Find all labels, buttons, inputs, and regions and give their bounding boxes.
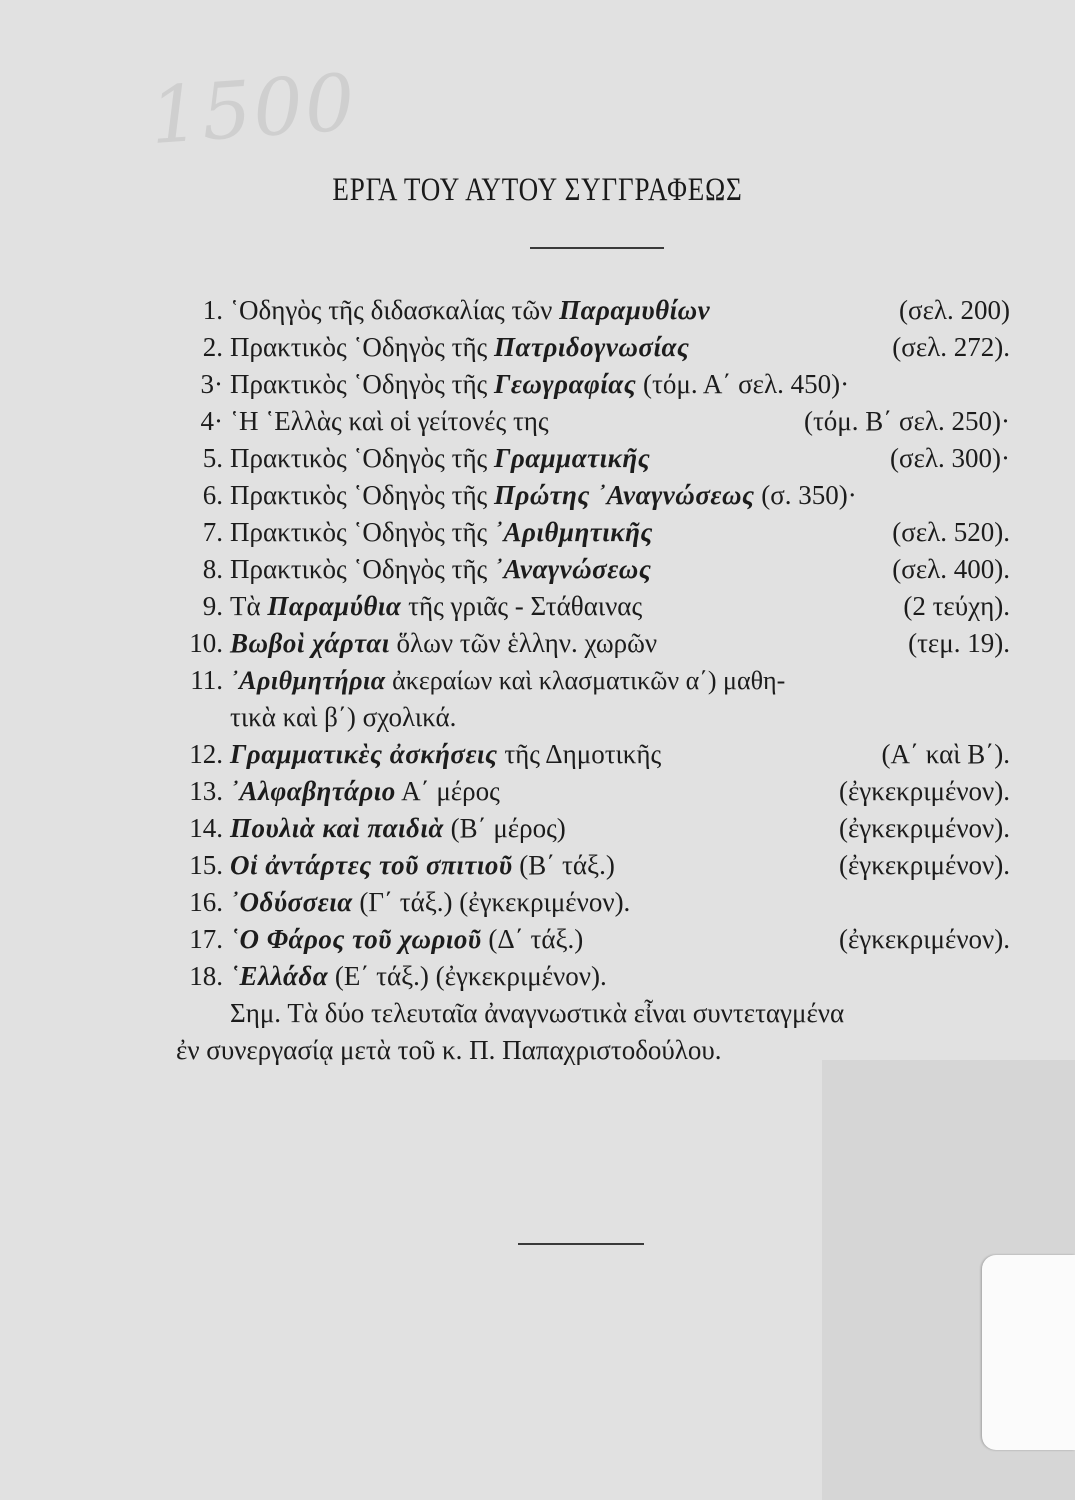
item-pages: (ἐγκεκριμένον). bbox=[838, 850, 1010, 880]
item-number: 4· bbox=[200, 406, 223, 436]
item-pages: (σελ. 520). bbox=[892, 517, 1010, 547]
item-number: 12. bbox=[189, 739, 223, 769]
item-text: Πρακτικὸς ῾Οδηγὸς τῆς Γεωγραφίας (τόμ. Α΄ σελ. 450)· bbox=[230, 369, 850, 399]
page-heading: ΕΡΓΑ ΤΟΥ ΑΥΤΟΥ ΣΥΓΓΡΑΦΕΩΣ bbox=[332, 172, 743, 208]
item-pages: (σελ. 400). bbox=[892, 554, 1010, 584]
item-pages: (ἐγκεκριμένον). bbox=[838, 924, 1010, 954]
item-text: ῾Η ῾Ελλὰς καὶ οἱ γείτονές της bbox=[230, 406, 549, 436]
item-text: Πρακτικὸς ῾Οδηγὸς τῆς ᾿Αριθμητικῆς bbox=[230, 517, 653, 547]
list-item bbox=[180, 958, 1020, 995]
list-item bbox=[180, 773, 1020, 810]
item-text: Πουλιὰ καὶ παιδιὰ (Β΄ μέρος) bbox=[230, 813, 566, 843]
list-item-continuation bbox=[180, 699, 1020, 736]
list-item bbox=[180, 625, 1020, 662]
item-pages: (τόμ. Β΄ σελ. 250)· bbox=[803, 406, 1010, 436]
item-number: 13. bbox=[189, 776, 223, 806]
list-item bbox=[180, 514, 1020, 551]
item-text: ᾿Οδύσσεια (Γ΄ τάξ.) (ἐγκεκριμένον). bbox=[230, 887, 631, 917]
item-pages: (τεμ. 19). bbox=[908, 628, 1010, 658]
list-item bbox=[180, 403, 1020, 440]
list-item bbox=[180, 884, 1020, 921]
list-item bbox=[180, 292, 1020, 329]
item-number: 1. bbox=[202, 295, 223, 325]
list-item bbox=[180, 440, 1020, 477]
item-text: Οἱ ἀντάρτες τοῦ σπιτιοῦ (Β΄ τάξ.) bbox=[230, 850, 615, 880]
item-text: Πρακτικὸς ῾Οδηγὸς τῆς ᾿Αναγνώσεως bbox=[230, 554, 652, 584]
item-text: Πρακτικὸς ῾Οδηγὸς τῆς Πατριδογνωσίας bbox=[230, 332, 690, 362]
item-text: Πρακτικὸς ῾Οδηγὸς τῆς Πρώτης ᾿Αναγνώσεως (σ. 350)· bbox=[230, 480, 857, 510]
list-item bbox=[180, 921, 1020, 958]
item-number: 2. bbox=[202, 332, 223, 362]
list-item bbox=[180, 736, 1020, 773]
item-pages: (ἐγκεκριμένον). bbox=[838, 776, 1010, 806]
list-item bbox=[180, 662, 1020, 699]
item-number: 3· bbox=[200, 369, 223, 399]
closing-rule bbox=[518, 1243, 644, 1245]
item-pages: (ἐγκεκριμένον). bbox=[838, 813, 1010, 843]
item-number: 7. bbox=[202, 517, 223, 547]
item-text: Βωβοὶ χάρται ὅλων τῶν ἑλλην. χωρῶν bbox=[230, 628, 658, 658]
item-text: ῾Ελλάδα (Ε΄ τάξ.) (ἐγκεκριμένον). bbox=[230, 961, 607, 991]
item-text: Τὰ Παραμύθια τῆς γριᾶς - Στάθαινας bbox=[230, 591, 643, 621]
list-item bbox=[180, 588, 1020, 625]
item-number: 17. bbox=[189, 924, 223, 954]
item-number: 5. bbox=[202, 443, 223, 473]
item-text: Γραμματικὲς ἀσκήσεις τῆς Δημοτικῆς bbox=[230, 739, 662, 769]
list-item bbox=[180, 477, 1020, 514]
note-line bbox=[176, 1032, 1020, 1069]
item-number: 11. bbox=[190, 665, 223, 695]
note-text: Σημ. Τὰ δύο τελευταῖα ἀναγνωστικὰ εἶναι συντεταγμένα bbox=[230, 998, 845, 1028]
works-list bbox=[176, 292, 1020, 1069]
list-item bbox=[180, 810, 1020, 847]
list-item bbox=[180, 366, 1020, 403]
list-item bbox=[180, 551, 1020, 588]
item-pages: (2 τεύχη). bbox=[903, 591, 1010, 621]
item-text: ᾿Αλφαβητάριο Α΄ μέρος bbox=[230, 776, 500, 806]
item-text: ῾Ο Φάρος τοῦ χωριοῦ (Δ΄ τάξ.) bbox=[230, 924, 584, 954]
item-number: 9. bbox=[202, 591, 223, 621]
item-text: ᾿Αριθμητήρια ἀκεραίων καὶ κλασματικῶν α΄) μαθη- bbox=[230, 666, 786, 695]
item-number: 10. bbox=[189, 628, 223, 658]
item-text: τικὰ καὶ β΄) σχολικά. bbox=[230, 702, 457, 732]
item-pages: (σελ. 200) bbox=[899, 295, 1010, 325]
item-number: 14. bbox=[189, 813, 223, 843]
item-number: 8. bbox=[202, 554, 223, 584]
item-pages: (Α΄ καὶ Β΄). bbox=[881, 739, 1010, 769]
heading-rule bbox=[530, 247, 664, 249]
list-item bbox=[180, 329, 1020, 366]
item-number: 16. bbox=[189, 887, 223, 917]
note-line bbox=[180, 995, 1020, 1032]
item-pages: (σελ. 300)· bbox=[890, 443, 1010, 473]
library-label bbox=[982, 1255, 1075, 1450]
item-number: 6. bbox=[202, 480, 223, 510]
item-number: 18. bbox=[189, 961, 223, 991]
item-pages: (σελ. 272). bbox=[892, 332, 1010, 362]
note-text: ἐν συνεργασίᾳ μετὰ τοῦ κ. Π. Παπαχριστοδούλου. bbox=[176, 1035, 722, 1065]
item-text: ῾Οδηγὸς τῆς διδασκαλίας τῶν Παραμυθίων bbox=[230, 295, 711, 325]
pencil-annotation: 1500 bbox=[147, 57, 360, 163]
item-number: 15. bbox=[189, 850, 223, 880]
item-text: Πρακτικὸς ῾Οδηγὸς τῆς Γραμματικῆς bbox=[230, 443, 651, 473]
list-item bbox=[180, 847, 1020, 884]
